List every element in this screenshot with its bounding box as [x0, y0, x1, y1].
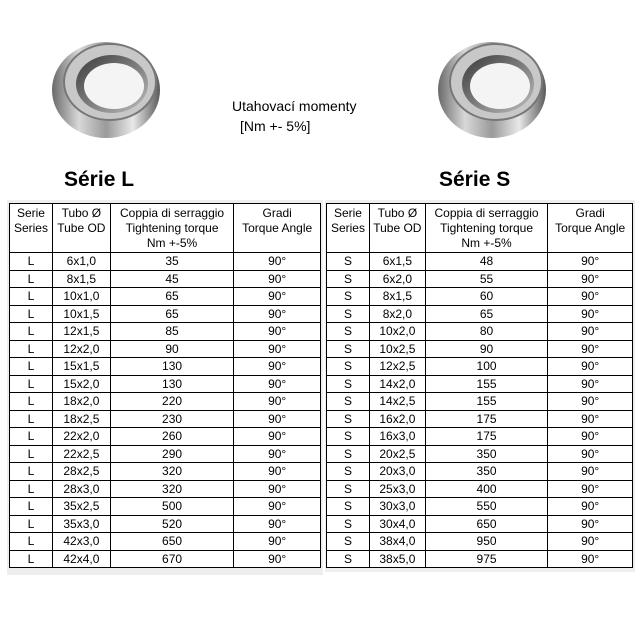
cell-torque: 100: [425, 358, 548, 376]
cell-angle: 90°: [234, 445, 321, 463]
table-row: [327, 428, 633, 446]
cell-series: L: [10, 288, 53, 306]
cell-angle: 90°: [234, 253, 321, 271]
header-series-it: Serie: [333, 205, 362, 220]
cell-series: L: [10, 375, 53, 393]
cell-tube-od: 18x2,5: [52, 410, 110, 428]
torque-caption: [232, 96, 357, 136]
cell-torque: 650: [425, 515, 548, 533]
cell-angle: 90°: [548, 428, 633, 446]
cell-series: S: [327, 323, 370, 341]
cell-torque: 550: [425, 498, 548, 516]
header-tube-od: [52, 204, 110, 253]
cell-tube-od: 35x2,5: [52, 498, 110, 516]
table-row: [327, 480, 633, 498]
cell-angle: 90°: [548, 498, 633, 516]
cell-torque: 520: [110, 515, 234, 533]
table-row: [10, 270, 321, 288]
table-row: [327, 393, 633, 411]
table-row: [327, 498, 633, 516]
cell-torque: 65: [110, 288, 234, 306]
table-row: [10, 498, 321, 516]
cell-tube-od: 42x4,0: [52, 550, 110, 568]
cell-torque: 80: [425, 323, 548, 341]
cell-series: L: [10, 410, 53, 428]
cell-torque: 90: [425, 340, 548, 358]
cell-torque: 500: [110, 498, 234, 516]
cell-tube-od: 18x2,0: [52, 393, 110, 411]
cell-torque: 65: [110, 305, 234, 323]
header-torque-it: Coppia di serraggio: [434, 205, 539, 220]
cell-tube-od: 20x2,5: [369, 445, 425, 463]
header-series-en: Series: [13, 220, 48, 235]
table-row: [10, 410, 321, 428]
cell-torque: 130: [110, 375, 234, 393]
header-torque-unit: Nm +-5%: [146, 235, 198, 250]
cell-torque: 155: [425, 375, 548, 393]
cell-torque: 320: [110, 480, 234, 498]
cell-angle: 90°: [234, 428, 321, 446]
cell-angle: 90°: [234, 270, 321, 288]
table-row: [10, 428, 321, 446]
cell-torque: 90: [110, 340, 234, 358]
cell-series: L: [10, 393, 53, 411]
cell-series: S: [327, 375, 370, 393]
cell-tube-od: 6x1,0: [52, 253, 110, 271]
cell-series: S: [327, 428, 370, 446]
cell-angle: 90°: [548, 323, 633, 341]
header-torque: [425, 204, 548, 253]
cell-tube-od: 10x1,5: [52, 305, 110, 323]
cell-torque: 650: [110, 533, 234, 551]
cell-angle: 90°: [548, 533, 633, 551]
table-row: [327, 463, 633, 481]
cell-series: S: [327, 410, 370, 428]
cell-series: L: [10, 498, 53, 516]
table-row: [10, 375, 321, 393]
table-row: [327, 340, 633, 358]
cell-angle: 90°: [548, 305, 633, 323]
table-row: [10, 463, 321, 481]
cell-tube-od: 6x2,0: [369, 270, 425, 288]
cell-angle: 90°: [548, 445, 633, 463]
cell-angle: 90°: [548, 270, 633, 288]
table-row: [10, 515, 321, 533]
header-angle-it: Gradi: [262, 205, 292, 220]
header-torque-unit: Nm +-5%: [461, 235, 512, 250]
series-s-title: Série S: [439, 168, 511, 191]
caption-title: Utahovací momenty: [232, 98, 357, 114]
cell-tube-od: 14x2,5: [369, 393, 425, 411]
cell-series: L: [10, 428, 53, 446]
cell-series: L: [10, 480, 53, 498]
cell-angle: 90°: [548, 515, 633, 533]
table-row: [327, 445, 633, 463]
cell-series: S: [327, 393, 370, 411]
cell-tube-od: 12x2,5: [369, 358, 425, 376]
cell-tube-od: 25x3,0: [369, 480, 425, 498]
cell-tube-od: 6x1,5: [369, 253, 425, 271]
cell-torque: 60: [425, 288, 548, 306]
table-row: [327, 305, 633, 323]
cell-angle: 90°: [234, 305, 321, 323]
cell-tube-od: 30x3,0: [369, 498, 425, 516]
cell-series: L: [10, 550, 53, 568]
cell-torque: 35: [110, 253, 234, 271]
cell-series: S: [327, 358, 370, 376]
cell-angle: 90°: [234, 358, 321, 376]
cell-torque: 230: [110, 410, 234, 428]
cell-torque: 55: [425, 270, 548, 288]
cell-series: L: [10, 270, 53, 288]
cell-tube-od: 22x2,5: [52, 445, 110, 463]
cell-series: S: [327, 463, 370, 481]
table-row: [10, 305, 321, 323]
cell-angle: 90°: [548, 463, 633, 481]
cell-tube-od: 16x2,0: [369, 410, 425, 428]
cell-tube-od: 15x2,0: [52, 375, 110, 393]
cell-torque: 320: [110, 463, 234, 481]
cell-angle: 90°: [234, 340, 321, 358]
cell-angle: 90°: [234, 410, 321, 428]
cell-torque: 45: [110, 270, 234, 288]
series-l-table: [9, 203, 321, 568]
cell-torque: 290: [110, 445, 234, 463]
header-tube-it: Tubo Ø: [61, 205, 102, 220]
header-angle: [548, 204, 633, 253]
header-tube-en: Tube OD: [373, 220, 422, 235]
cell-angle: 90°: [234, 498, 321, 516]
cell-tube-od: 8x1,5: [52, 270, 110, 288]
cell-series: S: [327, 253, 370, 271]
header-series: [327, 204, 370, 253]
cell-series: S: [327, 305, 370, 323]
cell-torque: 130: [110, 358, 234, 376]
table-row: [10, 323, 321, 341]
header-torque-it: Coppia di serraggio: [120, 205, 225, 220]
table-row: [10, 358, 321, 376]
header-angle-en: Torque Angle: [242, 220, 313, 235]
cell-torque: 400: [425, 480, 548, 498]
cell-series: L: [10, 445, 53, 463]
cell-angle: 90°: [234, 288, 321, 306]
table-row: [327, 323, 633, 341]
cell-series: L: [10, 463, 53, 481]
cell-series: L: [10, 533, 53, 551]
header-series-it: Serie: [16, 205, 45, 220]
table-row: [10, 533, 321, 551]
cutting-ring-image-left: [48, 30, 164, 142]
table-row: [327, 550, 633, 568]
cell-torque: 670: [110, 550, 234, 568]
table-row: [327, 410, 633, 428]
cell-tube-od: 10x2,5: [369, 340, 425, 358]
cell-angle: 90°: [234, 550, 321, 568]
cell-series: S: [327, 533, 370, 551]
cell-torque: 950: [425, 533, 548, 551]
cell-tube-od: 14x2,0: [369, 375, 425, 393]
cell-series: S: [327, 550, 370, 568]
cell-angle: 90°: [548, 550, 633, 568]
table-row: [327, 358, 633, 376]
cell-series: L: [10, 515, 53, 533]
cell-tube-od: 20x3,0: [369, 463, 425, 481]
cell-tube-od: 8x2,0: [369, 305, 425, 323]
cell-torque: 85: [110, 323, 234, 341]
cutting-ring-image-right: [434, 30, 550, 142]
header-torque: [110, 204, 234, 253]
table-row: [327, 288, 633, 306]
cell-angle: 90°: [548, 393, 633, 411]
cell-tube-od: 10x2,0: [369, 323, 425, 341]
table-row: [10, 550, 321, 568]
cell-series: S: [327, 515, 370, 533]
cell-torque: 350: [425, 463, 548, 481]
table-row: [10, 340, 321, 358]
cell-tube-od: 42x3,0: [52, 533, 110, 551]
cell-series: S: [327, 340, 370, 358]
cell-torque: 260: [110, 428, 234, 446]
header-angle: [234, 204, 321, 253]
header-tube-en: Tube OD: [57, 220, 106, 235]
cell-tube-od: 8x1,5: [369, 288, 425, 306]
header-angle-en: Torque Angle: [555, 220, 626, 235]
header-tube-it: Tubo Ø: [377, 205, 418, 220]
header-angle-it: Gradi: [575, 205, 605, 220]
cell-angle: 90°: [234, 533, 321, 551]
cell-tube-od: 38x5,0: [369, 550, 425, 568]
header-series: [10, 204, 53, 253]
table-row: [327, 515, 633, 533]
cell-angle: 90°: [234, 515, 321, 533]
cell-angle: 90°: [548, 340, 633, 358]
table-row: [327, 270, 633, 288]
cell-tube-od: 12x2,0: [52, 340, 110, 358]
cell-series: L: [10, 305, 53, 323]
cell-angle: 90°: [234, 393, 321, 411]
cell-torque: 155: [425, 393, 548, 411]
cell-torque: 350: [425, 445, 548, 463]
cell-series: L: [10, 323, 53, 341]
cell-torque: 175: [425, 410, 548, 428]
header-tube-od: [369, 204, 425, 253]
cell-tube-od: 28x3,0: [52, 480, 110, 498]
cell-angle: 90°: [548, 480, 633, 498]
cell-series: S: [327, 480, 370, 498]
cell-tube-od: 12x1,5: [52, 323, 110, 341]
table-row: [10, 253, 321, 271]
cell-series: S: [327, 270, 370, 288]
header-torque-en: Tightening torque: [440, 220, 534, 235]
caption-tolerance: [Nm +- 5%]: [240, 118, 311, 134]
cell-tube-od: 16x3,0: [369, 428, 425, 446]
cell-angle: 90°: [548, 358, 633, 376]
series-l-title: Série L: [64, 168, 135, 191]
table-row: [327, 253, 633, 271]
cell-angle: 90°: [548, 253, 633, 271]
table-row: [10, 445, 321, 463]
table-row: [10, 393, 321, 411]
series-s-table: [326, 203, 633, 568]
cell-tube-od: 35x3,0: [52, 515, 110, 533]
cell-tube-od: 10x1,0: [52, 288, 110, 306]
cell-series: L: [10, 340, 53, 358]
cell-angle: 90°: [234, 323, 321, 341]
cell-angle: 90°: [234, 480, 321, 498]
cell-angle: 90°: [548, 375, 633, 393]
cell-angle: 90°: [234, 463, 321, 481]
cell-series: S: [327, 288, 370, 306]
table-row: [327, 533, 633, 551]
table-row: [10, 288, 321, 306]
cell-series: S: [327, 445, 370, 463]
cell-tube-od: 28x2,5: [52, 463, 110, 481]
cell-tube-od: 15x1,5: [52, 358, 110, 376]
cell-torque: 975: [425, 550, 548, 568]
table-row: [10, 480, 321, 498]
cell-torque: 48: [425, 253, 548, 271]
cell-series: S: [327, 498, 370, 516]
cell-torque: 175: [425, 428, 548, 446]
cell-angle: 90°: [548, 288, 633, 306]
cell-torque: 220: [110, 393, 234, 411]
cell-angle: 90°: [548, 410, 633, 428]
cell-tube-od: 30x4,0: [369, 515, 425, 533]
cell-tube-od: 38x4,0: [369, 533, 425, 551]
cell-series: L: [10, 253, 53, 271]
header-series-en: Series: [330, 220, 365, 235]
cell-tube-od: 22x2,0: [52, 428, 110, 446]
cell-angle: 90°: [234, 375, 321, 393]
cell-series: L: [10, 358, 53, 376]
header-torque-en: Tightening torque: [125, 220, 219, 235]
table-row: [327, 375, 633, 393]
cell-torque: 65: [425, 305, 548, 323]
